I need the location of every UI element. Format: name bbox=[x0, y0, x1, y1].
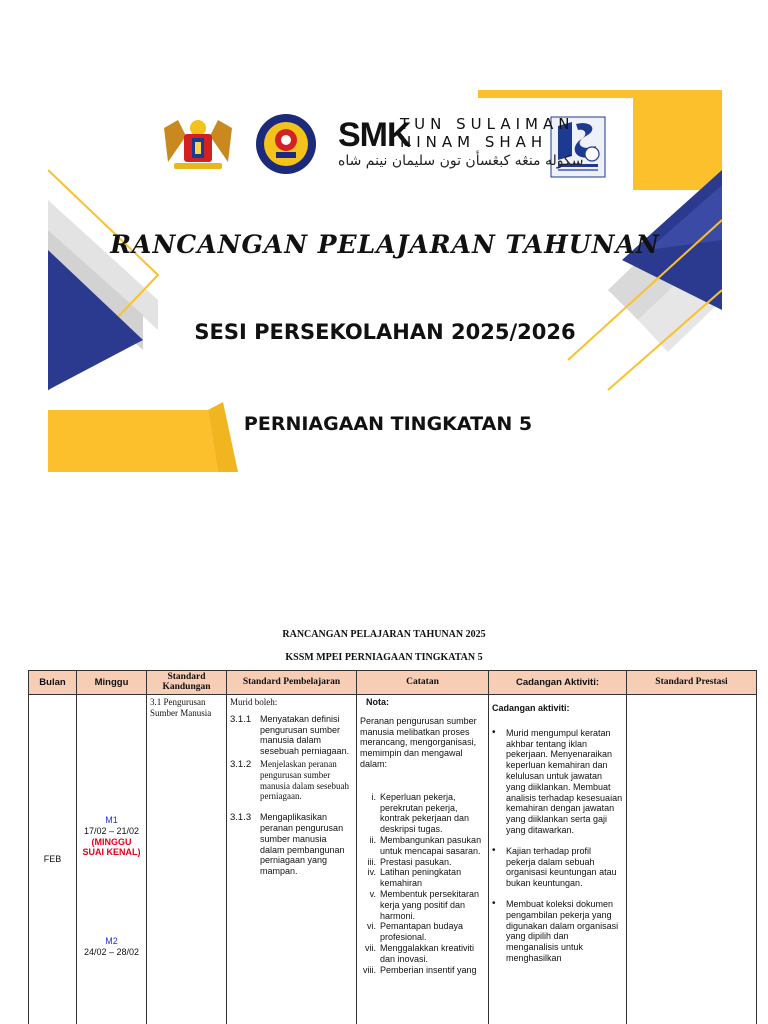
sp-number: 3.1.2 bbox=[230, 758, 252, 770]
document-title: RANCANGAN PELAJARAN TAHUNAN 2025 bbox=[282, 629, 486, 640]
cell-standard-pembelajaran bbox=[227, 695, 357, 1024]
header-minggu: Minggu bbox=[77, 671, 147, 695]
week-note: (MINGGU SUAI KENAL) bbox=[82, 836, 141, 858]
school-crest-icon bbox=[254, 112, 318, 176]
bullet-icon: • bbox=[492, 844, 496, 856]
sp-text: Menyatakan definisi pengurusan sumber manusia dalam sesebuah perniagaan. bbox=[260, 713, 350, 757]
list-item: iv. Latihan peningkatan kemahiran bbox=[367, 867, 462, 889]
list-item: ii. Membangunkan pasukan untuk mencapai sasaran. bbox=[369, 834, 482, 856]
table-header-row bbox=[29, 671, 757, 695]
week-dates: 17/02 – 21/02 bbox=[83, 825, 140, 836]
school-prefix: SMK bbox=[338, 116, 411, 154]
sp-number: 3.1.3 bbox=[230, 812, 252, 824]
cell-minggu bbox=[77, 695, 147, 1024]
list-item: • Murid mengumpul keratan akhbar tentang iklan pekerjaan. Menyenaraikan keperluan kemahiran dan kelulusan untuk jawatan yang diiklankan. Membuat analisis terhadap kesesuaian kemahiran dengan jawatan yang diiklankan serta gaji yang ditawarkan. bbox=[492, 726, 623, 835]
aktiviti-title: Cadangan aktiviti: bbox=[492, 703, 570, 713]
aktiviti-list bbox=[492, 728, 623, 964]
cell-cadangan-aktiviti bbox=[489, 695, 627, 1024]
cell-standard-kandungan: 3.1 Pengurusan Sumber Manusia bbox=[147, 695, 227, 1024]
document-subtitle: KSSM MPEI PERNIAGAAN TINGKATAN 5 bbox=[285, 652, 483, 663]
header-standard-kandungan: Standard Kandungan bbox=[147, 671, 227, 695]
catatan-intro: Peranan pengurusan sumber manusia melibatkan proses merancang, mengorganisasi, memimpin dan mengawal dalam: bbox=[360, 715, 477, 769]
week-dates: 24/02 – 28/02 bbox=[83, 946, 140, 957]
header-catatan: Catatan bbox=[357, 671, 489, 695]
list-item: v. Membentuk persekitaran kerja yang positif dan harmoni. bbox=[369, 888, 480, 921]
sp-text: Mengaplikasikan peranan pengurusan sumber manusia dalam pembangunan perniagaan yang mampan. bbox=[260, 812, 345, 877]
list-item: viii. Pemberian insentif yang bbox=[363, 964, 477, 975]
list-item: • Membuat koleksi dokumen pengambilan pekerja yang digunakan dalam organisasi yang dipilih dan menganalisis untuk menghasilkan bbox=[492, 897, 619, 963]
banner-session: SESI PERSEKOLAHAN 2025/2026 bbox=[194, 320, 576, 344]
cell-catatan bbox=[357, 695, 489, 1024]
cell-standard-prestasi bbox=[627, 695, 757, 1024]
lesson-plan-table bbox=[28, 670, 757, 1024]
cell-bulan: FEB bbox=[29, 695, 77, 1024]
list-item: vii. Menggalakkan kreativiti dan inovasi. bbox=[365, 942, 475, 964]
table-row bbox=[29, 695, 757, 1024]
list-item: i. Keperluan pekerja, perekrutan pekerja, kontrak pekerjaan dan deskripsi tugas. bbox=[371, 791, 470, 835]
list-item: vi. Pemantapan budaya profesional. bbox=[367, 921, 464, 943]
banner-subject: PERNIAGAAN TINGKATAN 5 bbox=[243, 413, 533, 435]
sp-text: Menjelaskan peranan pengurusan sumber manusia dalam sesebuah perniagaan. bbox=[260, 758, 349, 802]
state-crest-icon bbox=[156, 116, 240, 174]
list-item: iii. Prestasi pasukan. bbox=[367, 856, 452, 867]
header-bulan: Bulan bbox=[29, 671, 77, 695]
week-label: M1 bbox=[105, 815, 118, 825]
sp-item bbox=[230, 714, 353, 757]
school-name-line1: TUN SULAIMAN bbox=[400, 115, 575, 133]
school-name-jawi: سکوله منڠه کبڠسأن تون سليمان نينم شاه bbox=[338, 153, 584, 169]
catatan-title: Nota: bbox=[366, 697, 389, 707]
header-standard-prestasi: Standard Prestasi bbox=[627, 671, 757, 695]
bullet-icon: • bbox=[492, 897, 496, 909]
header-cadangan-aktiviti: Cadangan Aktiviti: bbox=[489, 671, 627, 695]
header-standard-pembelajaran: Standard Pembelajaran bbox=[227, 671, 357, 695]
school-name-line2: NINAM SHAH bbox=[400, 133, 548, 151]
cover-banner bbox=[48, 90, 722, 472]
week-label: M2 bbox=[105, 936, 118, 947]
sp-intro: Murid boleh: bbox=[230, 697, 278, 707]
sp-item bbox=[230, 759, 353, 802]
sp-number: 3.1.1 bbox=[230, 713, 252, 725]
bullet-icon: • bbox=[492, 726, 496, 738]
sp-item bbox=[230, 812, 353, 877]
list-item: • Kajian terhadap profil pekerja dalam sebuah organisasi keuntungan atau bukan keuntungan. bbox=[492, 844, 617, 889]
catatan-list bbox=[360, 792, 485, 976]
banner-title: RANCANGAN PELAJARAN TAHUNAN bbox=[110, 230, 660, 259]
